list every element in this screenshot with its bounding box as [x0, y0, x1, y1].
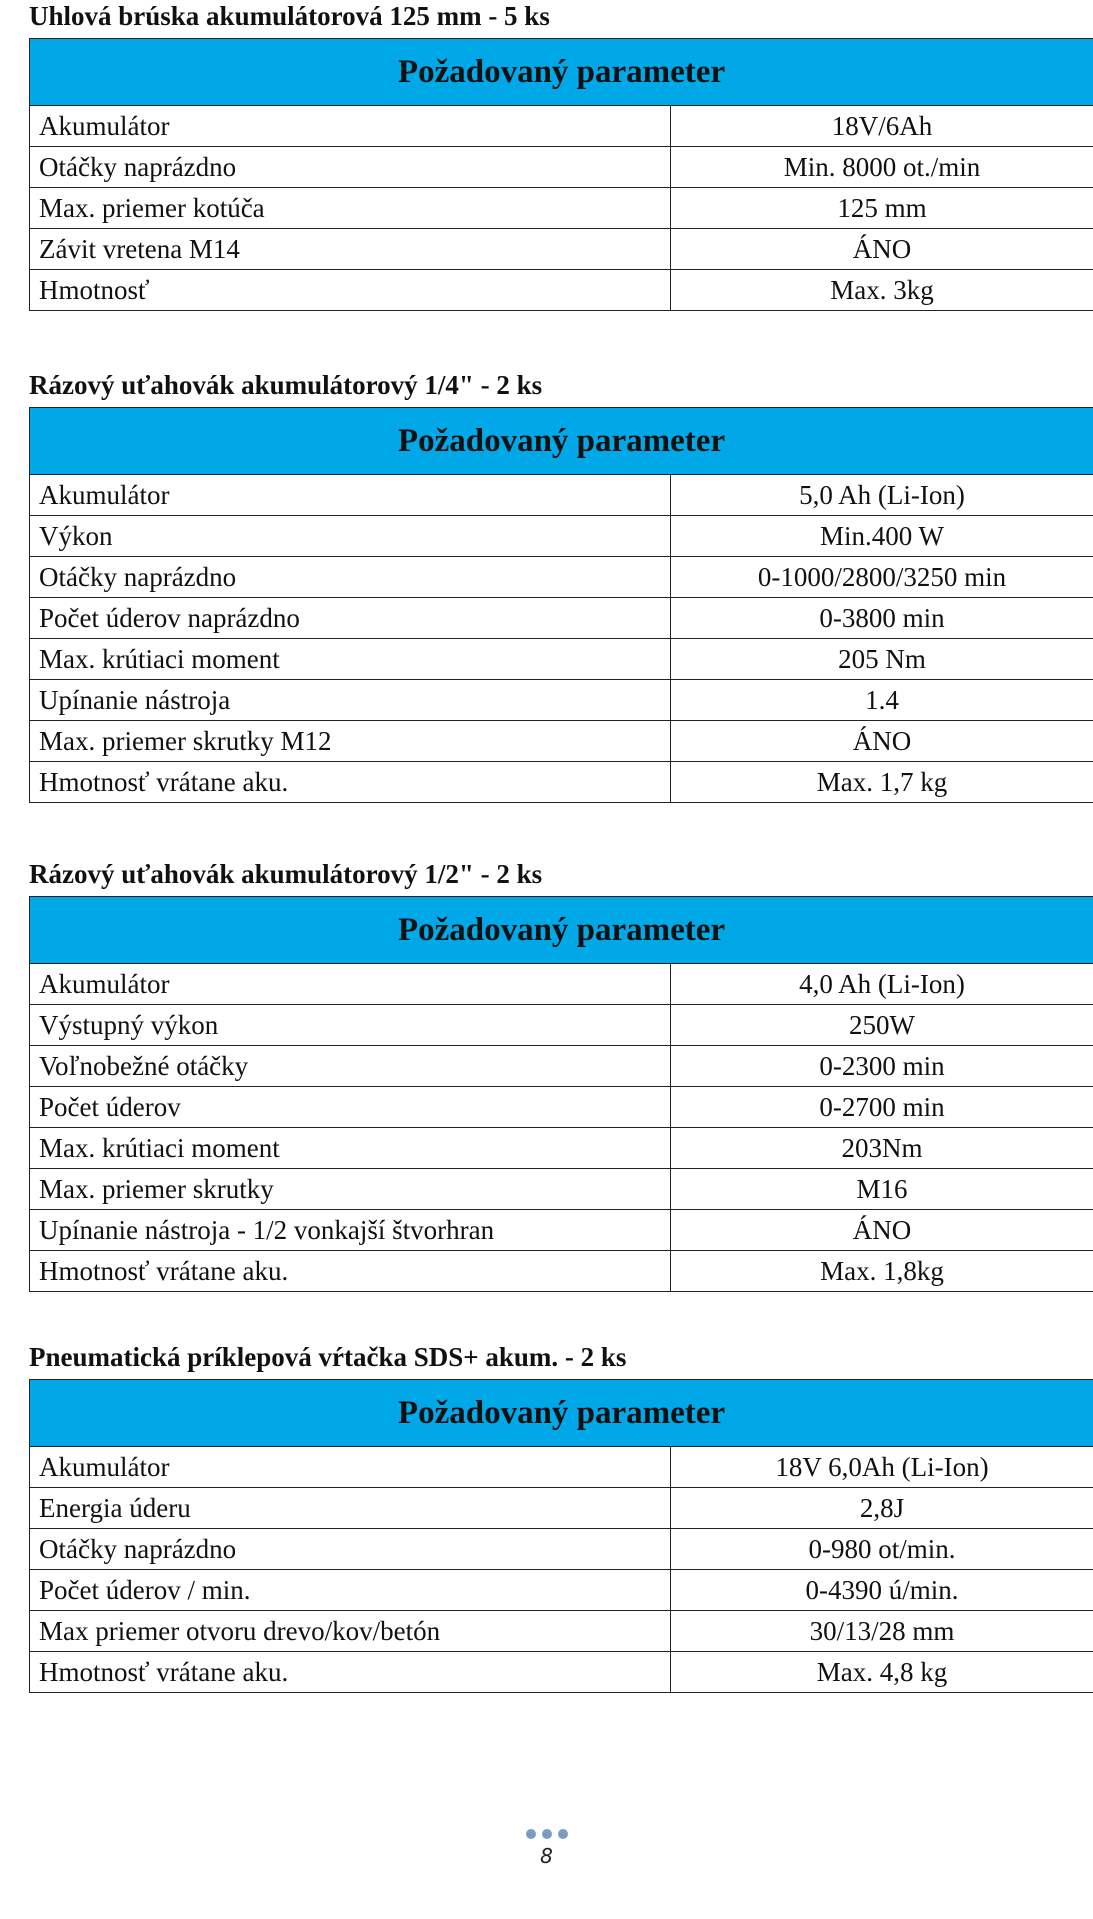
param-label: Max. priemer kotúča [30, 188, 671, 229]
param-label: Voľnobežné otáčky [30, 1046, 671, 1087]
table-row [30, 270, 1093, 311]
param-label: Hmotnosť [30, 270, 671, 311]
spec-table [29, 38, 1093, 311]
table-header-row [30, 1380, 1093, 1447]
param-value: 0-2700 min [671, 1087, 1093, 1128]
dot-icon [526, 1829, 536, 1839]
param-value: 205 Nm [671, 639, 1093, 680]
spec-section [29, 0, 1093, 311]
table-row [30, 147, 1093, 188]
table-row [30, 1046, 1093, 1087]
param-label: Akumulátor [30, 475, 671, 516]
param-value: 4,0 Ah (Li-Ion) [671, 964, 1093, 1005]
param-label: Akumulátor [30, 106, 671, 147]
param-label: Výstupný výkon [30, 1005, 671, 1046]
table-row [30, 1570, 1093, 1611]
param-label: Výkon [30, 516, 671, 557]
param-label: Energia úderu [30, 1488, 671, 1529]
param-label: Hmotnosť vrátane aku. [30, 762, 671, 803]
table-row [30, 762, 1093, 803]
param-value: 1.4 [671, 680, 1093, 721]
table-header: Požadovaný parameter [30, 1380, 1093, 1447]
param-value: Min.400 W [671, 516, 1093, 557]
spec-table [29, 407, 1093, 803]
dot-icon [542, 1829, 552, 1839]
param-value: 18V/6Ah [671, 106, 1093, 147]
param-value: 0-980 ot/min. [671, 1529, 1093, 1570]
table-row [30, 106, 1093, 147]
section-title: Rázový uťahovák akumulátorový 1/2" - 2 ks [29, 859, 543, 889]
section-title: Pneumatická príklepová vŕtačka SDS+ akum. - 2 ks [29, 1342, 627, 1372]
param-value: M16 [671, 1169, 1093, 1210]
param-value: 125 mm [671, 188, 1093, 229]
table-row [30, 1447, 1093, 1488]
spec-section [29, 369, 1093, 803]
param-label: Max. krútiaci moment [30, 1128, 671, 1169]
table-row [30, 475, 1093, 516]
param-value: 2,8J [671, 1488, 1093, 1529]
param-label: Počet úderov naprázdno [30, 598, 671, 639]
table-row [30, 1169, 1093, 1210]
param-value: 0-2300 min [671, 1046, 1093, 1087]
table-row [30, 1087, 1093, 1128]
param-label: Otáčky naprázdno [30, 1529, 671, 1570]
spec-table [29, 896, 1093, 1292]
param-label: Závit vretena M14 [30, 229, 671, 270]
table-row [30, 1005, 1093, 1046]
spec-table [29, 1379, 1093, 1693]
param-label: Hmotnosť vrátane aku. [30, 1251, 671, 1292]
table-row [30, 1210, 1093, 1251]
param-label: Počet úderov [30, 1087, 671, 1128]
spec-section [29, 858, 1093, 1292]
table-row [30, 1488, 1093, 1529]
param-value: 18V 6,0Ah (Li-Ion) [671, 1447, 1093, 1488]
param-label: Otáčky naprázdno [30, 557, 671, 598]
param-value: Max. 4,8 kg [671, 1652, 1093, 1693]
section-title: Uhlová brúska akumulátorová 125 mm - 5 ks [29, 1, 550, 31]
param-label: Max. priemer skrutky [30, 1169, 671, 1210]
table-row [30, 1611, 1093, 1652]
table-row [30, 639, 1093, 680]
param-label: Hmotnosť vrátane aku. [30, 1652, 671, 1693]
param-label: Max. priemer skrutky M12 [30, 721, 671, 762]
param-label: Akumulátor [30, 964, 671, 1005]
table-row [30, 188, 1093, 229]
param-value: 0-1000/2800/3250 min [671, 557, 1093, 598]
dot-icon [558, 1829, 568, 1839]
param-value: 0-3800 min [671, 598, 1093, 639]
param-value: Min. 8000 ot./min [671, 147, 1093, 188]
table-header-row [30, 408, 1093, 475]
param-label: Max. krútiaci moment [30, 639, 671, 680]
param-value: 30/13/28 mm [671, 1611, 1093, 1652]
table-row [30, 557, 1093, 598]
page-footer [0, 1828, 1093, 1868]
param-value: Max. 3kg [671, 270, 1093, 311]
param-label: Upínanie nástroja - 1/2 vonkajší štvorhran [30, 1210, 671, 1251]
table-row [30, 229, 1093, 270]
table-header: Požadovaný parameter [30, 39, 1093, 106]
param-label: Akumulátor [30, 1447, 671, 1488]
table-header-row [30, 39, 1093, 106]
table-row [30, 964, 1093, 1005]
table-row [30, 1529, 1093, 1570]
param-value: 0-4390 ú/min. [671, 1570, 1093, 1611]
param-value: 203Nm [671, 1128, 1093, 1169]
page-number: 8 [540, 1844, 553, 1868]
param-value: 5,0 Ah (Li-Ion) [671, 475, 1093, 516]
param-value: ÁNO [671, 721, 1093, 762]
spec-section [29, 1341, 1093, 1693]
table-row [30, 598, 1093, 639]
table-row [30, 680, 1093, 721]
table-header: Požadovaný parameter [30, 897, 1093, 964]
param-label: Max priemer otvoru drevo/kov/betón [30, 1611, 671, 1652]
table-row [30, 1652, 1093, 1693]
section-title: Rázový uťahovák akumulátorový 1/4" - 2 ks [29, 370, 543, 400]
param-value: ÁNO [671, 1210, 1093, 1251]
table-row [30, 1251, 1093, 1292]
param-value: Max. 1,7 kg [671, 762, 1093, 803]
table-row [30, 1128, 1093, 1169]
table-header: Požadovaný parameter [30, 408, 1093, 475]
param-value: 250W [671, 1005, 1093, 1046]
param-value: Max. 1,8kg [671, 1251, 1093, 1292]
table-row [30, 516, 1093, 557]
footer-dots-icon [0, 1828, 1093, 1840]
param-value: ÁNO [671, 229, 1093, 270]
param-label: Otáčky naprázdno [30, 147, 671, 188]
table-header-row [30, 897, 1093, 964]
param-label: Počet úderov / min. [30, 1570, 671, 1611]
table-row [30, 721, 1093, 762]
param-label: Upínanie nástroja [30, 680, 671, 721]
